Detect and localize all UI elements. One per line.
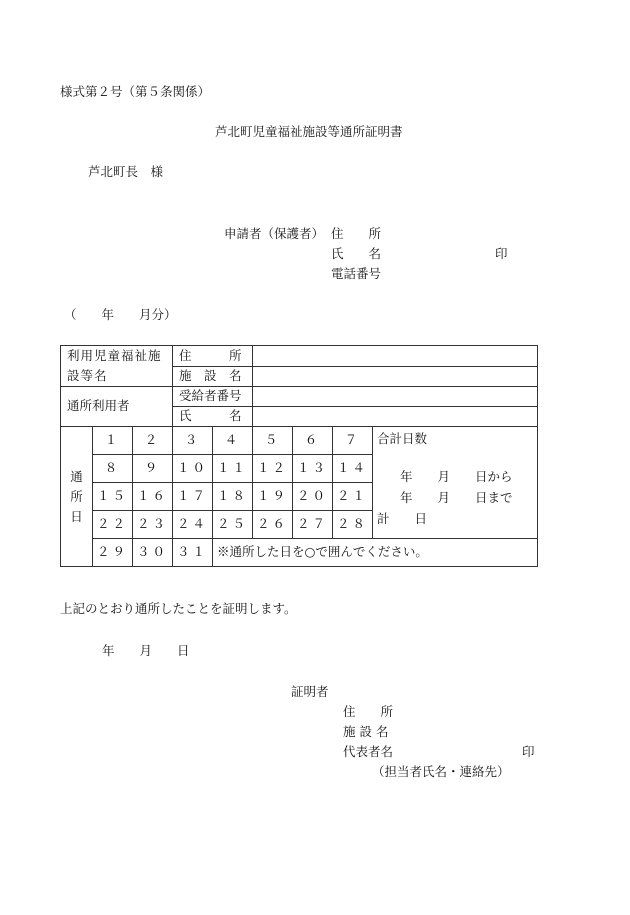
day-cell[interactable]: １９ [253, 483, 293, 511]
total-days-cell [373, 427, 538, 539]
day-cell[interactable]: １８ [213, 483, 253, 511]
day-cell[interactable]: １５ [93, 483, 133, 511]
circle-instruction-note: ※通所した日を○で囲んでください。 [213, 539, 538, 567]
day-cell[interactable]: ９ [133, 455, 173, 483]
facility-address-value[interactable] [253, 346, 538, 367]
total-days-label: 合計日数 [377, 431, 428, 446]
day-cell[interactable]: ２４ [173, 511, 213, 539]
day-cell[interactable]: ７ [333, 427, 373, 455]
total-days-count: 計 日 [377, 511, 428, 526]
month-line: （ 年 月分） [64, 307, 177, 322]
day-cell[interactable]: ２５ [213, 511, 253, 539]
days-label: 通所日 [70, 468, 83, 524]
day-cell[interactable]: ４ [213, 427, 253, 455]
day-cell[interactable]: １６ [133, 483, 173, 511]
day-cell[interactable]: ３１ [173, 539, 213, 567]
day-cell[interactable]: ８ [93, 455, 133, 483]
day-cell[interactable]: ２７ [293, 511, 333, 539]
recipient-number-label: 受給者番号 [173, 387, 253, 407]
day-cell[interactable]: １ [93, 427, 133, 455]
certifier-representative-label: 代表者名 [343, 744, 394, 759]
attendance-table [60, 345, 538, 567]
recipient-number-value[interactable] [253, 387, 538, 407]
facility-address-label: 住 所 [173, 346, 253, 367]
certifier-seal: 印 [522, 744, 535, 759]
day-cell[interactable]: ２ [133, 427, 173, 455]
facility-label-cell [61, 346, 173, 387]
day-cell[interactable]: ６ [293, 427, 333, 455]
day-cell[interactable]: ２０ [293, 483, 333, 511]
applicant-name-label: 氏 名 [331, 246, 382, 261]
day-cell[interactable]: １０ [173, 455, 213, 483]
document-title: 芦北町児童福祉施設等通所証明書 [215, 124, 403, 139]
period-from: 年 月 日から [400, 469, 513, 484]
day-cell[interactable]: １３ [293, 455, 333, 483]
form-number: 様式第２号（第５条関係） [60, 84, 211, 99]
day-cell[interactable]: ２３ [133, 511, 173, 539]
facility-name-label: 施 設 名 [173, 366, 253, 387]
applicant-phone-label: 電話番号 [331, 266, 382, 281]
user-label: 通所利用者 [61, 387, 173, 427]
day-cell[interactable]: １１ [213, 455, 253, 483]
applicant-address-label: 住 所 [331, 226, 382, 241]
day-cell[interactable]: １２ [253, 455, 293, 483]
day-cell[interactable]: １７ [173, 483, 213, 511]
day-cell[interactable]: ２６ [253, 511, 293, 539]
user-name-label: 氏 名 [173, 407, 253, 427]
applicant-label: 申請者（保護者） [224, 226, 325, 241]
day-cell[interactable]: ２９ [93, 539, 133, 567]
period-to: 年 月 日まで [400, 490, 513, 505]
user-name-value[interactable] [253, 407, 538, 427]
day-cell[interactable]: ２８ [333, 511, 373, 539]
certifier-address-label: 住 所 [343, 704, 394, 719]
certifier-label: 証明者 [291, 684, 329, 699]
certify-date: 年 月 日 [102, 643, 190, 658]
facility-label: 利用児童福祉施設等名 [67, 348, 162, 383]
day-cell[interactable]: ３ [173, 427, 213, 455]
certify-statement: 上記のとおり通所したことを証明します。 [60, 601, 297, 616]
facility-name-value[interactable] [253, 366, 538, 387]
day-cell[interactable]: ５ [253, 427, 293, 455]
certifier-facility-label: 施 設 名 [343, 724, 389, 739]
certifier-contact-label: （担当者氏名・連絡先） [372, 764, 510, 779]
day-cell[interactable]: ２２ [93, 511, 133, 539]
applicant-seal: 印 [495, 246, 508, 261]
day-cell[interactable]: ２１ [333, 483, 373, 511]
day-cell[interactable]: ３０ [133, 539, 173, 567]
day-cell[interactable]: １４ [333, 455, 373, 483]
days-label-cell [61, 427, 93, 567]
addressee: 芦北町長 様 [88, 164, 164, 179]
